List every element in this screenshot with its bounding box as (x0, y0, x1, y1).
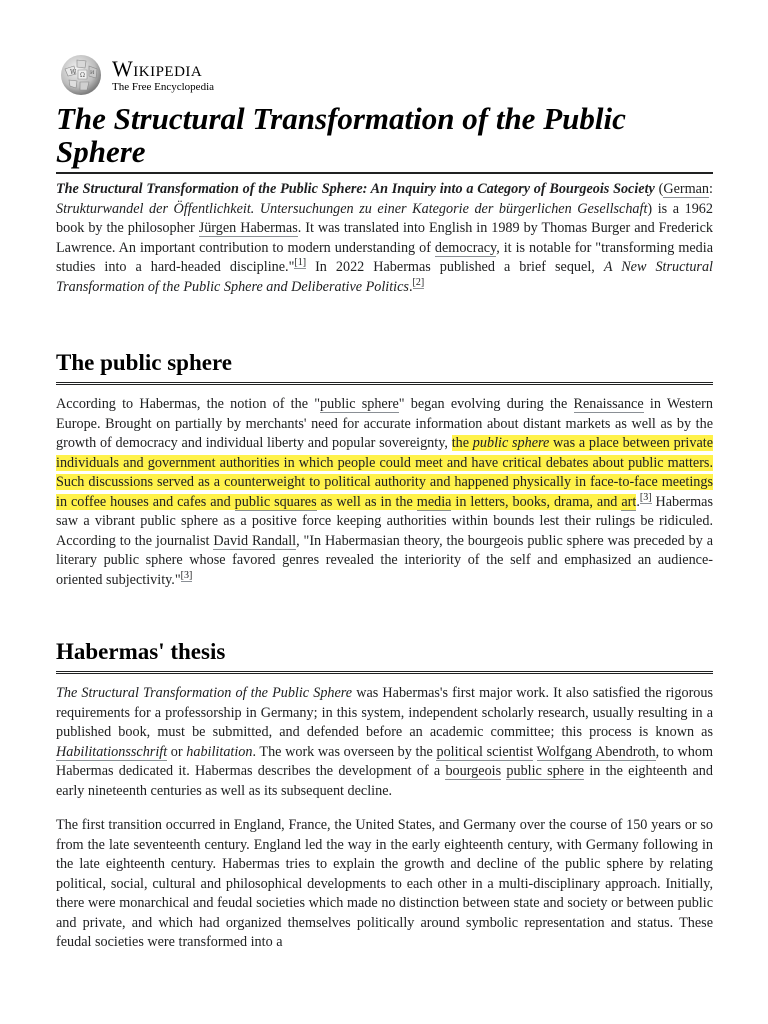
citation-1[interactable]: [1] (294, 257, 307, 269)
citation-3[interactable]: [3] (639, 491, 652, 503)
text: " began evolving during the (398, 396, 574, 412)
link-renaissance[interactable]: Renaissance (573, 396, 644, 412)
link-wolfgang-abendroth[interactable]: Wolfgang Abendroth (536, 743, 656, 760)
thesis-paragraph-2: The first transition occurred in England, France, the United States, and Germany over the course of 150 years or so from the late seventeenth century. England led the way in the early eighteenth century, with Germany following in the late eighteenth century. Habermas tries to explain the growth and decline of the public sphere by relating political, social, cultural and philosophical developments to each other in a multi-disciplinary approach. Initially, there were monarchical and feudal societies which made no distinction between state and society or between public and private, and which had organized themselves politically around symbolic representation and status. These feudal societies were transformed into a (56, 817, 713, 950)
article (56, 54, 714, 950)
text: as well as in the (316, 493, 417, 510)
link-public-squares[interactable]: public squares (234, 493, 317, 510)
text: habilitation (186, 743, 253, 760)
citation-2[interactable]: [2] (412, 276, 425, 288)
text: . (408, 278, 413, 295)
italic-public-sphere: public sphere (472, 435, 550, 451)
link-democracy[interactable]: democracy (434, 239, 497, 256)
svg-text:И: И (90, 70, 95, 76)
text: , it is notable for "transforming media studies into a hard-headed discipline." (56, 239, 713, 275)
book-title: The Structural Transformation of the Public Sphere: An Inquiry into a Category of Bourgeois Society (56, 181, 655, 197)
text: ) is a 1962 book by the philosopher (56, 200, 713, 236)
text: , "In Habermasian theory, the bourgeois public sphere was preceded by a literary public sphere whose favored genres revealed the interiority of the self and emphasized an audience-oriented subjectivity." (56, 532, 714, 588)
link-political-scientist[interactable]: political scientist (436, 743, 534, 760)
text: was a place between private individuals and government authorities in which people could meet and have critical debates about public matters. Such discussions served as a counterweight to political authority and happened physically in face-to-face meetings in coffee houses and cafes and (56, 435, 713, 510)
lead-paragraph (56, 180, 713, 297)
link-david-randall[interactable]: David Randall (213, 532, 297, 549)
sequel-title: A New Structural Transformation of the Public Sphere and Deliberative Politics (56, 259, 713, 295)
text: : (709, 181, 713, 197)
section-public-sphere (56, 350, 713, 590)
text: in letters, books, drama, and (451, 493, 622, 510)
link-public-sphere-2[interactable]: public sphere (506, 763, 585, 779)
wordmark-tagline: The Free Encyclopedia (112, 80, 215, 93)
german-title: Strukturwandel der Öffentlichkeit. Untersuchungen zu einer Kategorie der bürgerlichen Gesellschaft (56, 200, 648, 217)
text: or (167, 743, 187, 760)
text: . (636, 493, 640, 510)
svg-text:W: W (70, 69, 77, 76)
text: ( (654, 181, 664, 197)
section-habermas-thesis (56, 639, 713, 953)
page-title: The Structural Transformation of the Public Sphere (56, 102, 713, 174)
text: the (451, 435, 473, 451)
wikipedia-logo[interactable] (56, 54, 713, 96)
thesis-paragraph-1 (56, 684, 713, 801)
text: , to whom Habermas dedicated it. Habermas describes the development of a (56, 743, 713, 779)
section-heading-habermas-thesis: Habermas' thesis (56, 639, 713, 674)
wordmark (112, 55, 215, 93)
link-german[interactable]: German (663, 181, 710, 197)
citation-3b[interactable]: [3] (180, 569, 193, 581)
text: Habermas saw a vibrant public sphere as a positive force keeping authorities within bounds lest their rulings be ridiculed. According to the journalist (56, 493, 713, 549)
text: in Western Europe. Brought on partially by merchants' need for accurate information about distant markets as well as by the growth of democracy and individual liberty and popular sovereignty, (56, 396, 713, 451)
text: in the eighteenth and early nineteenth centuries as well as its subsequent decline. (56, 763, 713, 799)
wikipedia-globe-icon (56, 54, 104, 96)
text: In 2022 Habermas published a brief sequel, (306, 259, 604, 275)
link-public-sphere[interactable]: public sphere (320, 396, 399, 412)
text (533, 744, 536, 760)
link-media[interactable]: media (416, 493, 452, 510)
text: Habilitationsschrift (56, 743, 168, 760)
link-habilitationsschrift[interactable] (56, 744, 167, 761)
text: . The work was overseen by the (252, 743, 437, 760)
text: was Habermas's first major work. It also satisfied the rigorous requirements for a professorship in Germany; in this system, independent scholarly research, usually resulting in a published book, must be submitted, and defended before an academic committee; this process is known as (56, 685, 713, 740)
book-title-italic: The Structural Transformation of the Public Sphere (56, 685, 353, 701)
section-heading-public-sphere: The public sphere (56, 350, 713, 385)
link-jurgen-habermas[interactable]: Jürgen Habermas (198, 220, 298, 236)
public-sphere-paragraph (56, 395, 713, 590)
link-art[interactable]: art (621, 493, 637, 510)
link-bourgeois[interactable]: bourgeois (445, 763, 502, 779)
wordmark-title: Wikipedia (112, 55, 203, 81)
svg-text:Ω: Ω (80, 72, 85, 79)
text: According to Habermas, the notion of the " (56, 396, 321, 412)
text: . It was translated into English in 1989 by Thomas Burger and Frederick Lawrence. An important contribution to modern understanding of (56, 220, 713, 256)
